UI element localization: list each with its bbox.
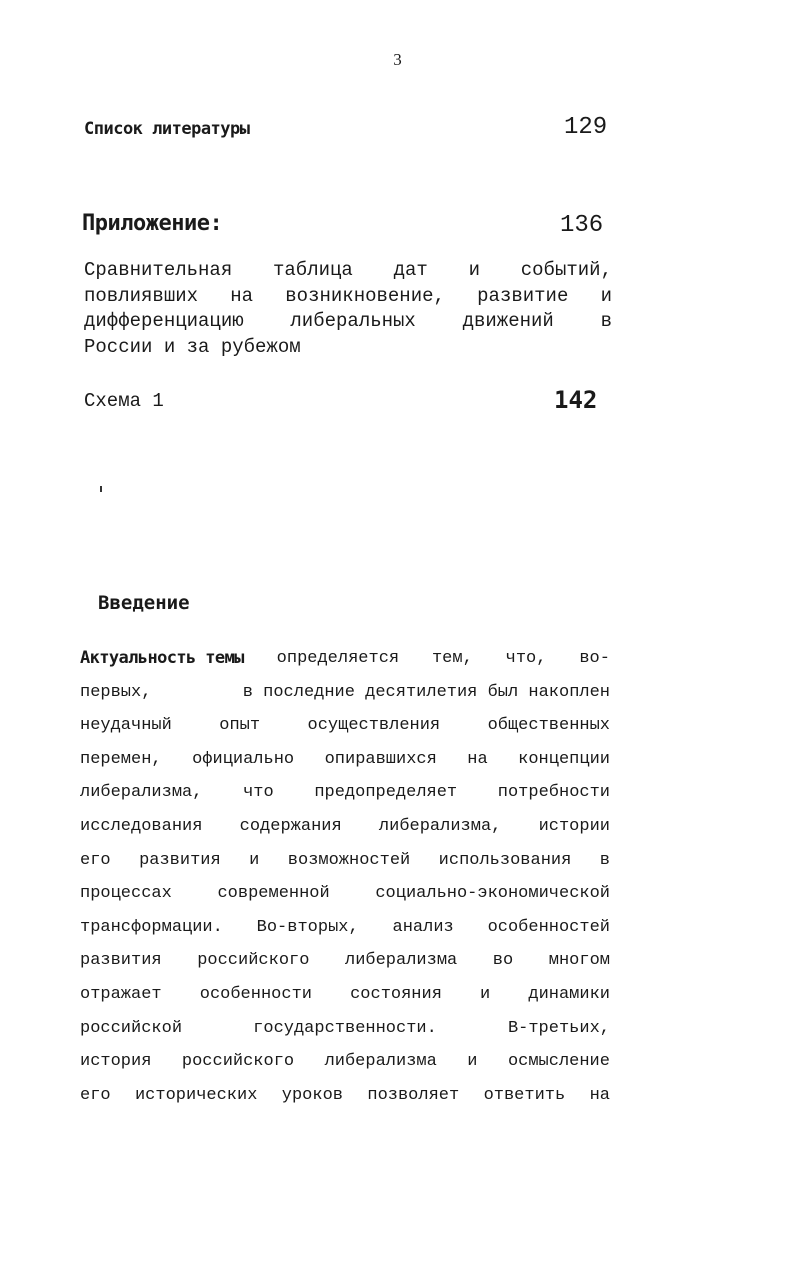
introduction-body: [80, 642, 610, 1112]
desc-word: и: [468, 259, 480, 281]
body-word: определяется: [276, 649, 400, 668]
body-word: развития: [139, 850, 221, 870]
desc-word: движений: [462, 310, 554, 332]
body-word: российского: [197, 951, 310, 971]
body-word: официально: [192, 749, 295, 769]
body-word: особенностей: [487, 917, 610, 937]
desc-word: России и за рубежом: [84, 335, 301, 358]
body-word: В-третьих,: [507, 1018, 610, 1038]
body-line: [80, 743, 610, 777]
body-word: процессах: [80, 884, 172, 904]
body-word: российского: [181, 1052, 295, 1072]
body-word: исследования: [80, 816, 203, 836]
desc-word: и: [600, 284, 612, 307]
body-line: [80, 776, 610, 810]
lead-bold-term: Актуальность темы: [80, 648, 244, 668]
body-word: трансформации.: [80, 917, 223, 937]
desc-word: Сравнительная: [84, 259, 233, 281]
body-line: [80, 844, 610, 878]
body-word: российской: [80, 1018, 183, 1038]
body-line: [80, 676, 610, 710]
body-word: опиравшихся: [324, 749, 437, 769]
body-word: анализ: [392, 917, 454, 937]
desc-word: возникновение,: [285, 284, 445, 307]
body-word: что,: [505, 649, 547, 668]
toc-appendix-page: 136: [560, 212, 604, 239]
appendix-description-line: [84, 335, 612, 361]
appendix-description-line: [84, 284, 612, 310]
body-word: во: [492, 951, 514, 971]
body-word: на: [589, 1085, 610, 1105]
body-line: [80, 877, 610, 911]
body-word: осмысление: [507, 1052, 610, 1072]
body-word: либерализма,: [378, 816, 502, 836]
body-word: его: [80, 850, 111, 870]
body-word: предопределяет: [314, 783, 458, 803]
desc-word: на: [230, 284, 254, 307]
body-word: либерализма,: [80, 783, 203, 803]
body-word: неудачный: [80, 716, 172, 736]
appendix-description: [84, 258, 612, 360]
body-line: [80, 978, 610, 1012]
body-word: возможностей: [287, 850, 411, 870]
appendix-description-line: [84, 309, 612, 335]
body-word: уроков: [281, 1085, 343, 1105]
body-word: состояния: [350, 984, 442, 1004]
body-word: концепции: [518, 749, 610, 769]
desc-word: развитие: [477, 284, 569, 307]
desc-word: дат: [393, 259, 428, 281]
body-line: [80, 1012, 610, 1046]
page-number: 3: [393, 50, 402, 69]
body-word: тем,: [431, 649, 473, 668]
toc-references-page: 129: [564, 114, 608, 141]
body-word: и: [467, 1052, 478, 1072]
body-word: на: [467, 749, 488, 769]
body-word: что: [243, 783, 274, 803]
desc-word: повлиявших: [84, 284, 199, 307]
body-word: либерализма: [345, 951, 458, 971]
body-word: истории: [538, 816, 610, 836]
toc-scheme-page: 142: [554, 386, 598, 414]
body-word: во-: [579, 649, 610, 668]
body-word: позволяет: [367, 1085, 460, 1105]
body-line: [80, 1045, 610, 1079]
body-word: Во-вторых,: [256, 917, 359, 937]
body-word: исторических: [134, 1085, 258, 1105]
toc-scheme-label: Схема 1: [84, 390, 164, 412]
body-word: социально-экономической: [375, 884, 610, 904]
body-word: либерализма: [324, 1052, 437, 1072]
body-word: общественных: [487, 716, 610, 736]
body-word: ответить: [483, 1085, 566, 1105]
desc-word: таблица: [273, 259, 353, 281]
body-word: развития: [80, 951, 162, 971]
body-word: и: [249, 850, 260, 870]
body-word: государственности.: [253, 1018, 437, 1038]
body-line: [80, 709, 610, 743]
body-word: в последние десятилетия был накоплен: [242, 682, 610, 702]
body-word: содержания: [239, 816, 342, 836]
toc-appendix-label: Приложение:: [82, 211, 223, 236]
stray-mark: [100, 486, 102, 492]
body-word: осуществления: [307, 716, 441, 736]
body-word: потребности: [497, 783, 610, 803]
body-word: отражает: [80, 984, 162, 1004]
body-line: [80, 642, 610, 676]
appendix-description-line: [84, 258, 612, 284]
body-line: [80, 810, 610, 844]
body-word: в: [599, 850, 610, 870]
body-word: использования: [438, 850, 572, 870]
body-word: особенности: [199, 984, 312, 1004]
body-word: его: [80, 1085, 111, 1105]
body-line: [80, 1079, 610, 1113]
body-word: и: [480, 984, 491, 1004]
desc-word: либеральных: [290, 310, 416, 332]
introduction-heading: Введение: [98, 592, 190, 614]
body-word: история: [80, 1052, 152, 1072]
body-word: динамики: [528, 984, 610, 1004]
body-line: [80, 911, 610, 945]
desc-word: в: [600, 310, 612, 332]
body-word: первых,: [80, 682, 152, 702]
body-word: многом: [548, 951, 610, 971]
toc-references-label: Список литературы: [84, 119, 250, 139]
desc-word: событий,: [520, 259, 612, 281]
body-word: современной: [217, 884, 330, 904]
body-word: перемен,: [80, 749, 162, 769]
body-word: опыт: [219, 716, 261, 736]
body-line: [80, 944, 610, 978]
desc-word: дифференциацию: [84, 310, 244, 332]
